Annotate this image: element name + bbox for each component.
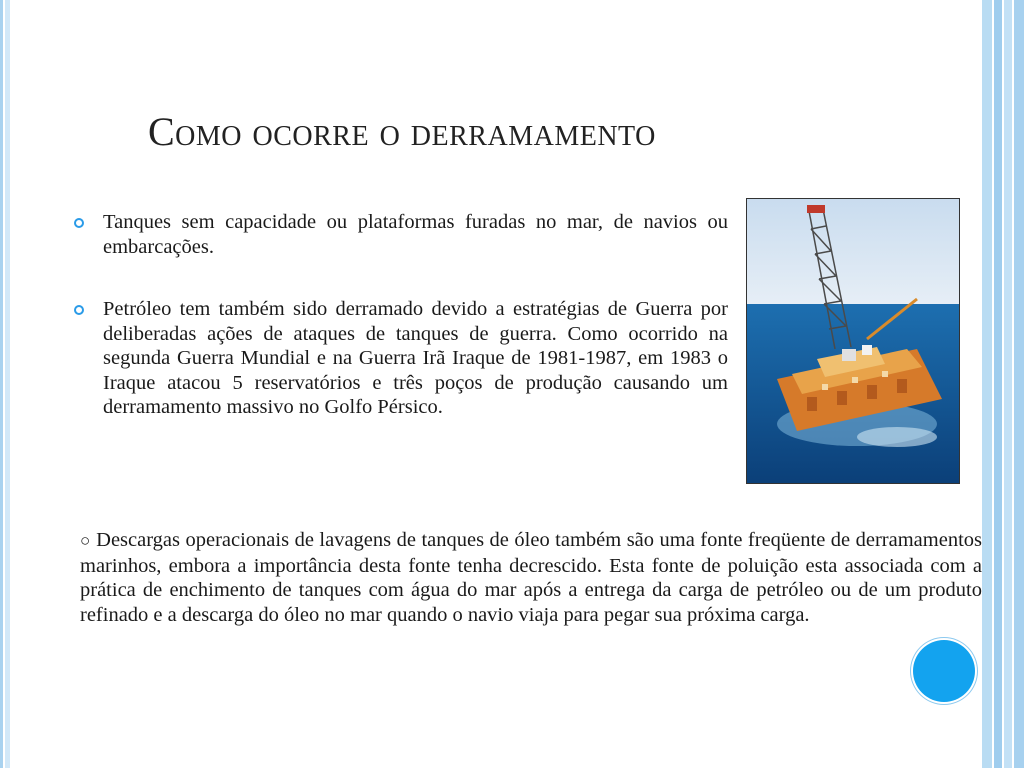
bullet-text: Petróleo tem também sido derramado devido a estratégias de Guerra por deliberadas ações de ataques de tanques de guerra. Como ocorrido na segunda Guerra Mundial e na Guerra Irã Iraque de 1981-1987, em 1983 o Iraque atacou 5 reservatórios e três poços de produção causando um derramamento massivo no Golfo Pérsico. bbox=[103, 298, 728, 418]
oil-platform-photo bbox=[746, 198, 960, 484]
bullet-item bbox=[72, 210, 728, 259]
oil-platform-illustration bbox=[747, 199, 960, 484]
slide-title: Como ocorre o derramamento bbox=[148, 109, 656, 154]
paragraph-marker-icon: ○ bbox=[80, 531, 91, 550]
paragraph-text: Descargas operacionais de lavagens de tanques de óleo também são uma fonte freqüente de derramamentos marinhos, embora a importância desta fonte tenha decrescido. Esta fonte de poluição esta associada com a prática de enchimento de tanques com água do mar após a entrega da carga de petróleo ou de um produto refinado e a descarga do óleo no mar quando o navio viaja para pegar sua próxima carga. bbox=[80, 529, 982, 626]
blue-circle-decoration bbox=[913, 640, 975, 702]
bullet-text: Tanques sem capacidade ou plataformas furadas no mar, de navios ou embarcações. bbox=[103, 211, 728, 258]
bottom-paragraph bbox=[80, 528, 982, 627]
left-decorative-border bbox=[0, 0, 10, 768]
bullet-circle-icon bbox=[74, 305, 84, 315]
bullet-item bbox=[72, 297, 728, 420]
bullet-list bbox=[72, 210, 728, 420]
bullet-circle-icon bbox=[74, 218, 84, 228]
right-decorative-border bbox=[978, 0, 1024, 768]
